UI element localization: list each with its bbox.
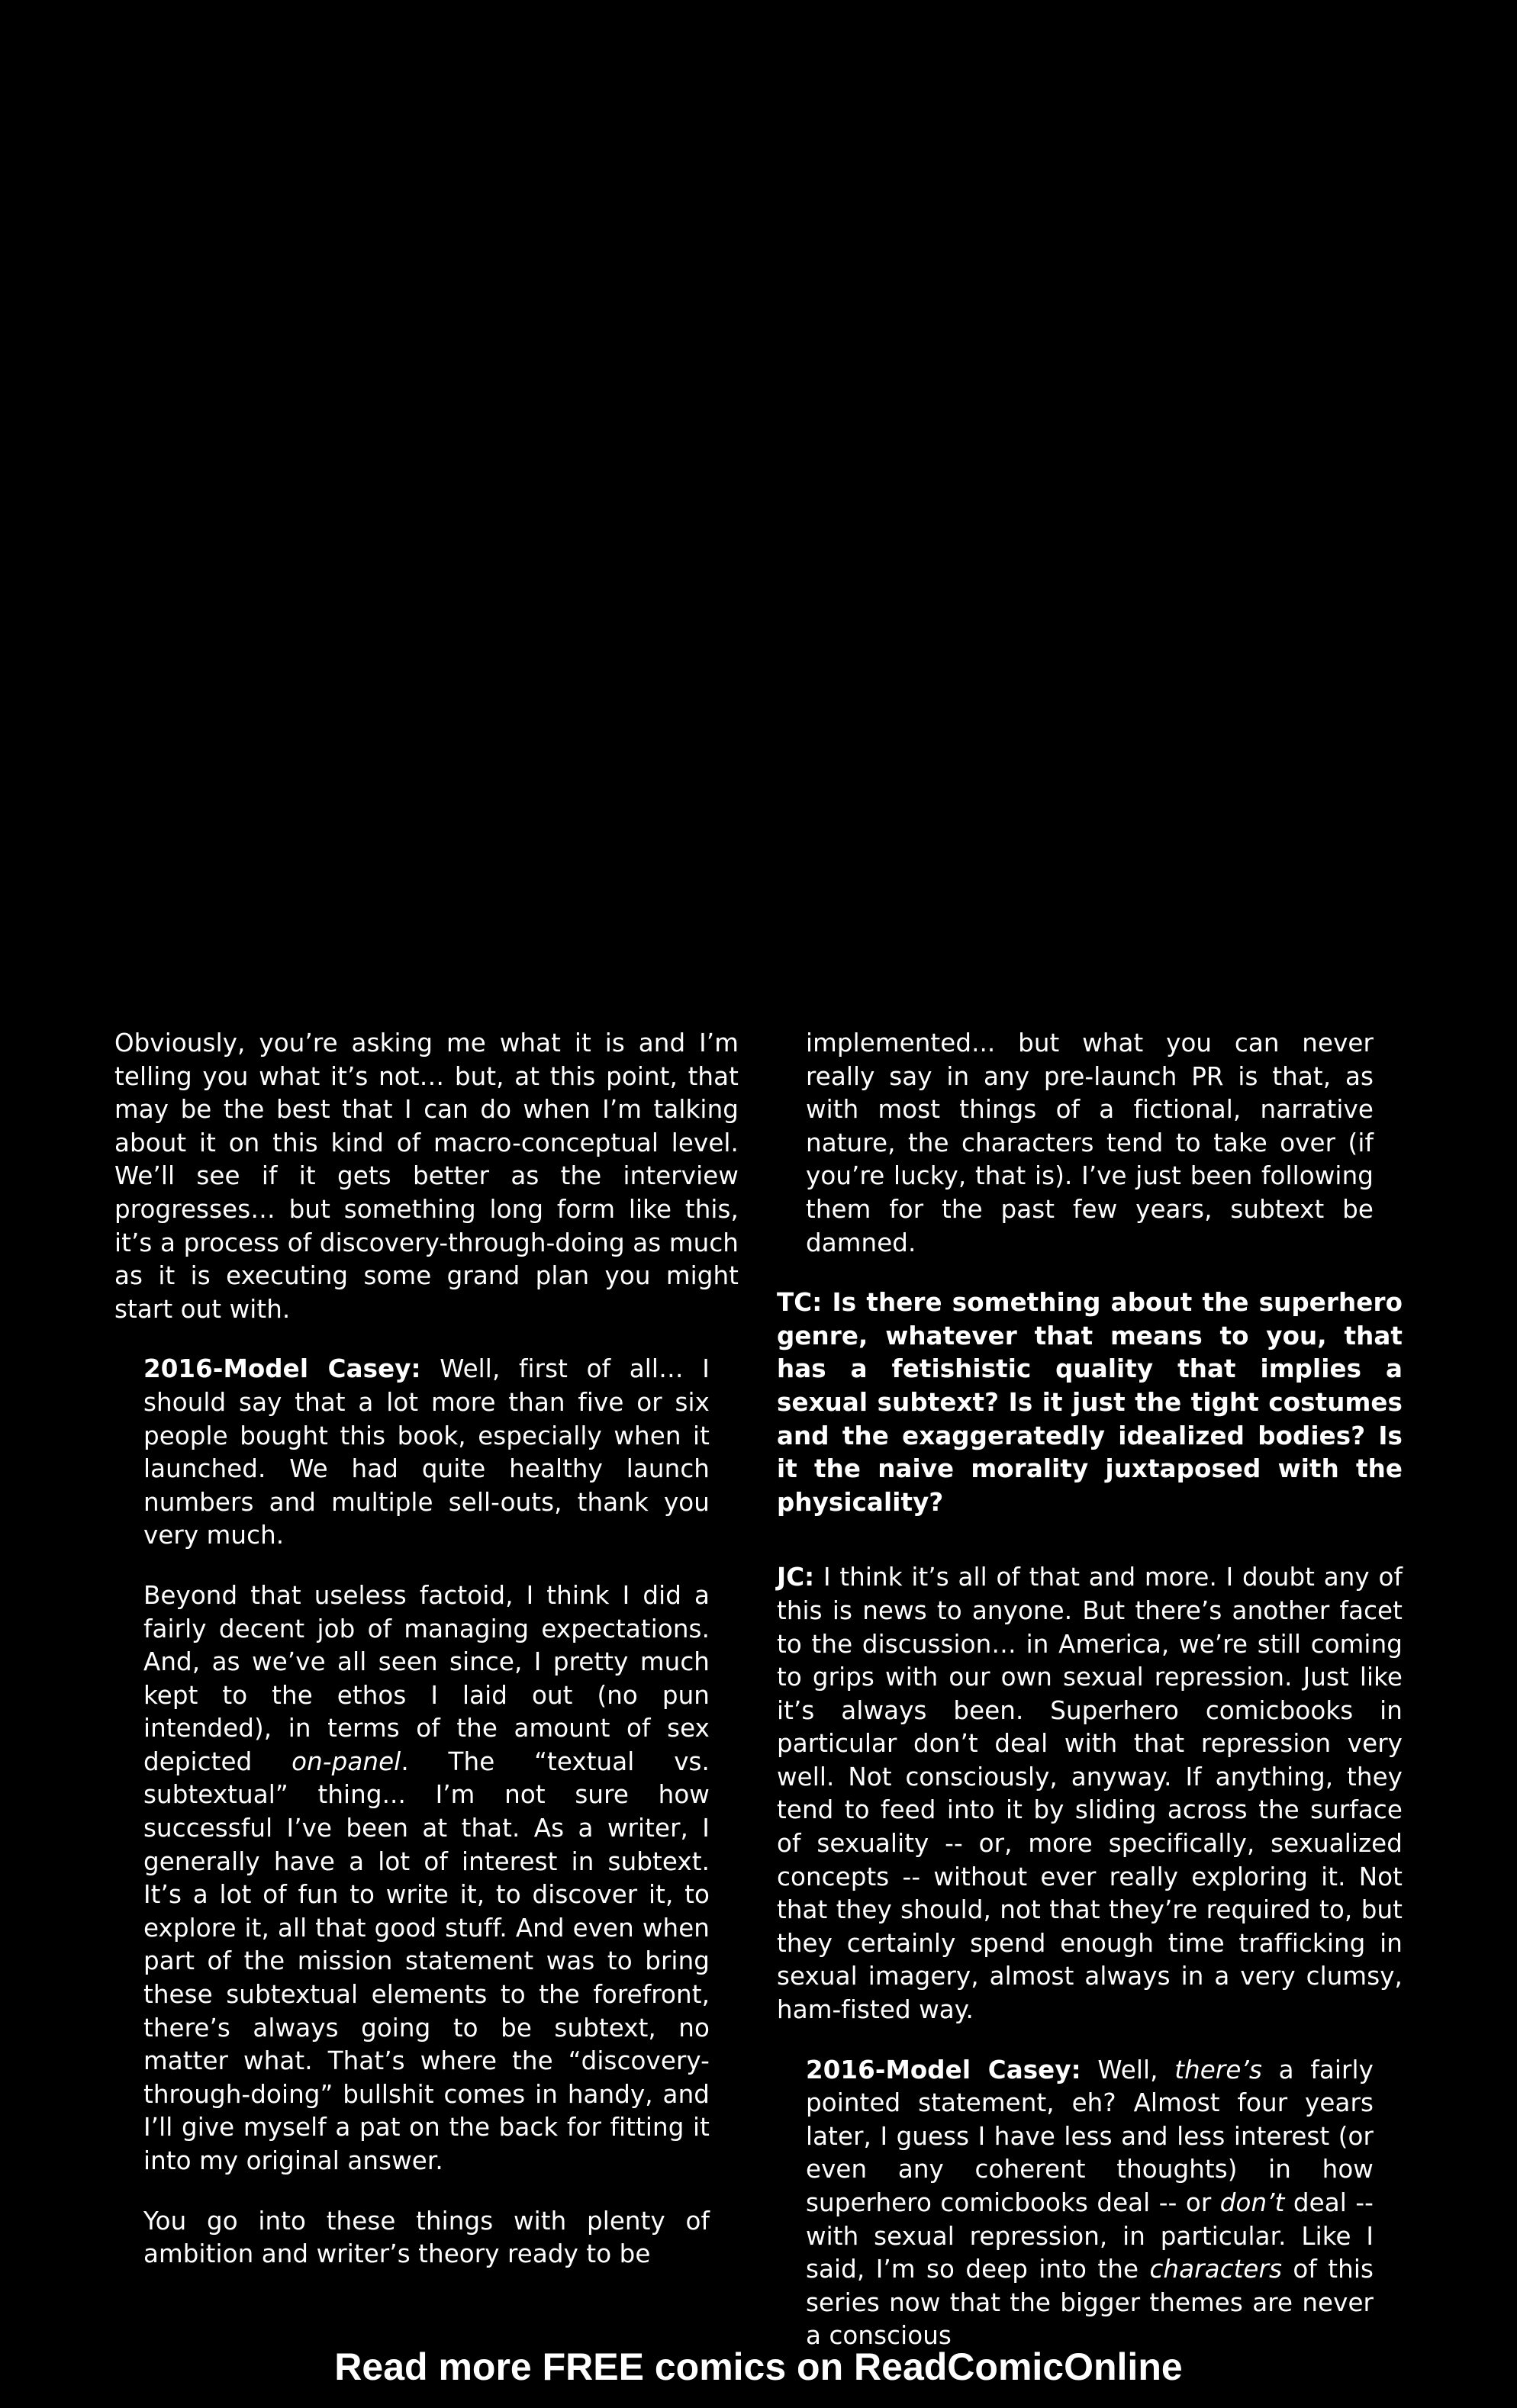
emphasis-text: characters	[1149, 2255, 1283, 2284]
commentary-text: Well,	[1081, 2055, 1175, 2084]
emphasis-text: there’s	[1174, 2055, 1262, 2084]
interview-paragraph-1: Obviously, you’re asking me what it is and I’m telling you what it’s not… but, at this point, that may be the best that I can do when I’m talking about it on this kind of macro-conceptual level. We’ll see if it gets better as the interview progresses… but something long form like this, it’s a process of discovery-through-doing as much as it is executing some grand plan you might start out with.	[114, 1029, 739, 1324]
speaker-label: JC:	[777, 1563, 815, 1592]
speaker-label: 2016-Model Casey:	[143, 1354, 421, 1384]
speaker-label: 2016-Model Casey:	[806, 2055, 1081, 2084]
right-column	[777, 1027, 1403, 2353]
emphasis-text: don’t	[1219, 2188, 1285, 2217]
commentary-text: Well, first of all… I should say that a lot more than five or six people bought this book, especially when it launched. We had quite healthy launch numbers and multiple sell-outs, thank you very much.	[143, 1354, 710, 1550]
commentary-text: of this series now that the bigger themes are never a conscious	[806, 2255, 1374, 2351]
left-column	[114, 1027, 739, 2271]
casey-commentary-2	[114, 1579, 739, 2178]
casey-commentary-1	[114, 1353, 739, 1553]
interview-answer	[777, 1561, 1403, 2027]
commentary-text: . The “textual vs. subtextual” thing... I’m not sure how successful I’ve been at that. As a writer, I generally have a lot of interest in subtext. It’s a lot of fun to write it, to discover it, to explore it, all that good stuff. And even when part of the mission statement was to bring these subtextual elements to the forefront, there’s always going to be subtext, no matter what. That’s where the “discovery-through-doing” bullshit comes in handy, and I’ll give myself a pat on the back for fitting it into my original answer.	[143, 1746, 710, 2175]
commentary-text: a fairly pointed statement, eh? Almost four years later, I guess I have less and less interest (or even any coherent thoughts) in how superhero comicbooks deal -- or	[806, 2055, 1374, 2217]
casey-commentary-continued: implemented... but what you can never really say in any pre-launch PR is that, as with most things of a fictional, narrative nature, the characters tend to take over (if you’re lucky, that is). I’ve just been following them for the past few years, subtext be damned.	[806, 1029, 1374, 1257]
footer-banner: Read more FREE comics on ReadComicOnline	[334, 2345, 1183, 2388]
answer-text: I think it’s all of that and more. I doubt any of this is news to anyone. But there’s another facet to the discussion… in America, we’re still coming to grips with our own sexual repression. Just like it’s always been. Superhero comicbooks in particular don’t deal with that repression very well. Not consciously, anyway. If anything, they tend to feed into it by sliding across the surface of sexuality -- or, more specifically, sexualized concepts -- without ever really exploring it. Not that they should, not that they’re required to, but they certainly spend enough time trafficking in sexual imagery, almost always in a very clumsy, ham-fisted way.	[777, 1563, 1403, 2025]
casey-commentary-4	[777, 2054, 1403, 2353]
emphasis-text: on-panel	[291, 1746, 401, 1776]
commentary-text: deal -- with sexual repression, in particular. Like I said, I’m so deep into the	[806, 2188, 1374, 2284]
interview-question: TC: Is there something about the superhero genre, whatever that means to you, that has a fetishistic quality that implies a sexual subtext? Is it just the tight costumes and the exaggeratedly idealized bodies? Is it the naive morality juxtaposed with the physicality?	[777, 1288, 1403, 1517]
casey-commentary-3: You go into these things with plenty of ambition and writer’s theory ready to be	[143, 2206, 710, 2269]
commentary-text: Beyond that useless factoid, I think I did a fairly decent job of managing expectations. And, as we’ve all seen since, I pretty much kept to the ethos I laid out (no pun intended), in terms of the amount of sex depicted	[143, 1580, 710, 1776]
